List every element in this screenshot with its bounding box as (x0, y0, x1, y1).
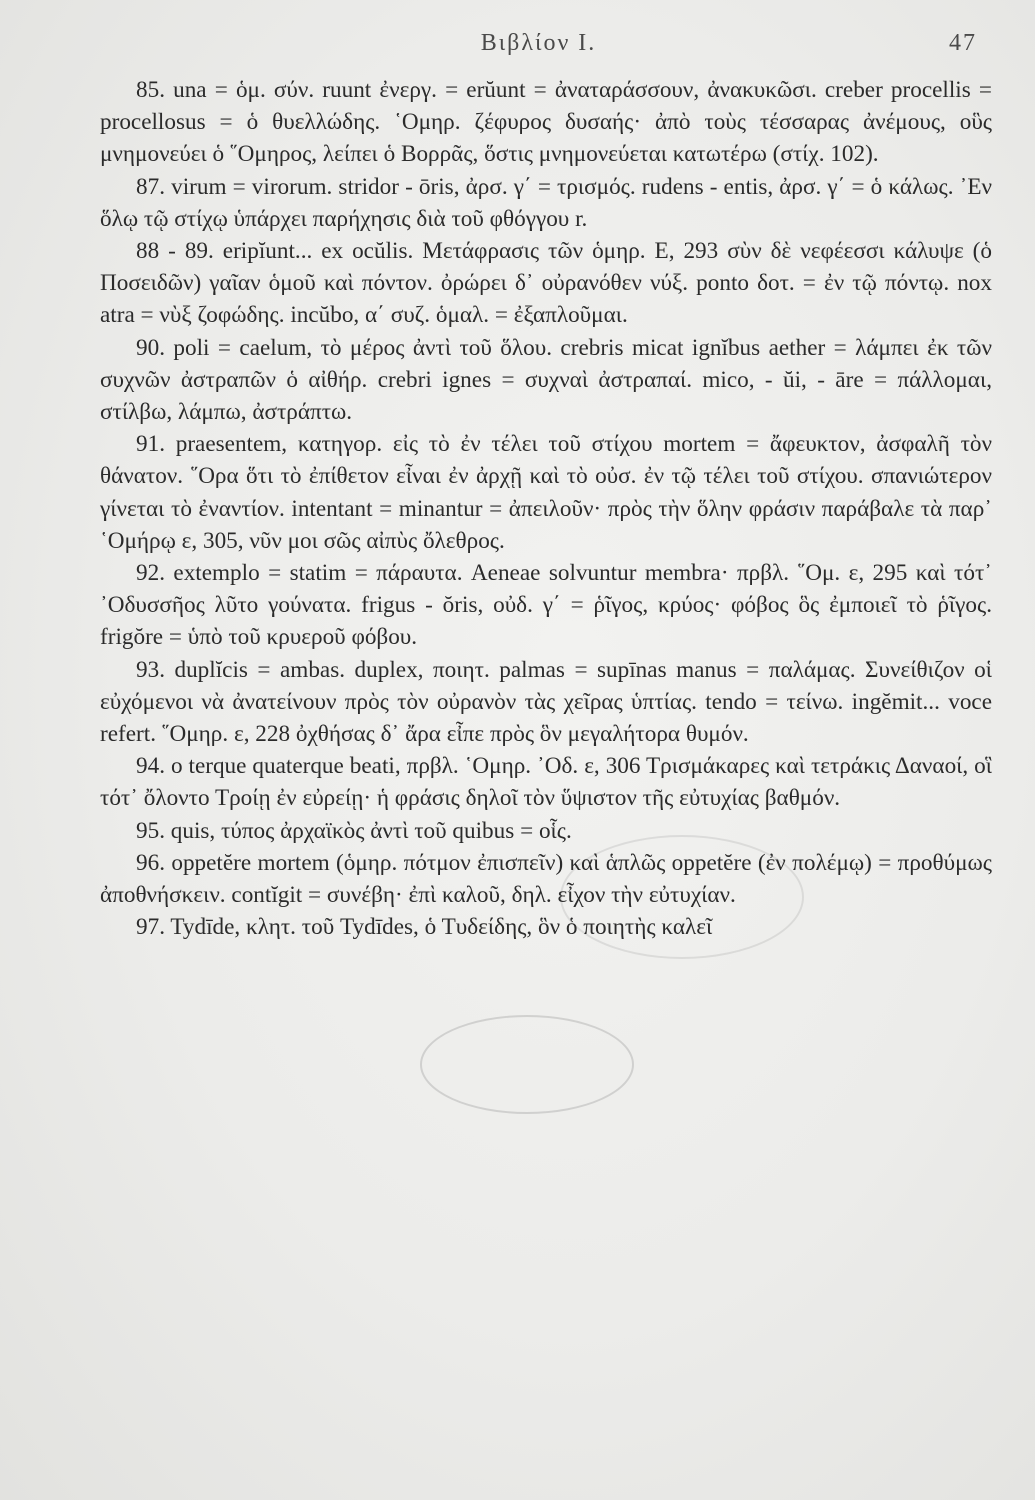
note-93: 93. duplĭcis = ambas. duplex, ποιητ. palmas = supīnas manus = παλάμας. Συνείθιζον οἱ εὐχόμενοι νὰ ἀνατείνουν πρὸς τὸν οὐρανὸν τὰς χεῖρας ὑπτίας. tendo = τείνω. ingĕmit... voce refert. ῞Ομηρ. ε, 228 ὀχθήσας δ᾿ ἄρα εἶπε πρὸς ὃν μεγαλήτορα θυμόν. (100, 656, 992, 748)
note-97: 97. Tydīde, κλητ. τοῦ Tydīdes, ὁ Τυδείδης, ὃν ὁ ποιητὴς καλεῖ (136, 914, 713, 941)
commentary-body (100, 74, 992, 943)
running-header (100, 30, 977, 66)
note-92: 92. extemplo = statim = πάραυτα. Aeneae solvuntur membra· πρβλ. ῞Ομ. ε, 295 καὶ τότ᾿ ᾿Οδυσσῆος λῦτο γούνατα. frigus - ŏris, οὐδ. γ΄ = ῥῖγος, κρύος· φόβος ὃς ἐμποιεῖ τὸ ῥῖγος. frigŏre = ὑπὸ τοῦ κρυεροῦ φόβου. (100, 560, 992, 651)
note-90: 90. poli = caelum, τὸ μέρος ἀντὶ τοῦ ὅλου. crebris micat ignĭbus aether = λάμπει ἐκ τῶν συχνῶν ἀστραπῶν ὁ αἰθήρ. crebri ignes = συχναὶ ἀστραπαί. mico, - ŭi, - āre = πάλλομαι, στίλβω, λάμπω, ἀστράπτω. (100, 334, 992, 426)
note-91: 91. praesentem, κατηγορ. εἰς τὸ ἐν τέλει τοῦ στίχου mortem = ἄφευκτον, ἀσφαλῆ τὸν θάνατον. ῞Ορα ὅτι τὸ ἐπίθετον εἶναι ἐν ἀρχῇ καὶ τὸ οὐσ. ἐν τῷ τέλει τοῦ στίχου. σπανιώτερον γίνεται τὸ ἐναντίον. intentant = minantur = ἀπειλοῦν· πρὸς τὴν ὅλην φράσιν παράβαλε τὰ παρ᾿ ῾Ομήρῳ ε, 305, νῦν μοι σῶς αἰπὺς ὄλεθρος. (100, 431, 992, 554)
note-88-89: 88 - 89. eripĭunt... ex ocŭlis. Μετάφρασις τῶν ὁμηρ. Ε, 293 σὺν δὲ νεφέεσσι κάλυψε (ὁ Ποσειδῶν) γαῖαν ὁμοῦ καὶ πόντον. ὀρώρει δ᾿ οὐρανόθεν νύξ. ponto δοτ. = ἐν τῷ πόντῳ. nox atra = νὺξ ζοφώδης. incŭbo, α΄ συζ. ὁμαλ. = ἐξαπλοῦμαι. (100, 238, 992, 329)
note-95: 95. quis, τύπος ἀρχαϊκὸς ἀντὶ τοῦ quibus = οἷς. (136, 817, 572, 844)
note-96: 96. oppetĕre mortem (ὁμηρ. πότμον ἐπισπεῖν) καὶ ἁπλῶς oppetĕre (ἐν πολέμῳ) = προθύμως ἀποθνήσκειν. contĭgit = συνέβη· ἐπὶ καλοῦ, δηλ. εἶχον τὴν εὐτυχίαν. (100, 849, 992, 909)
library-stamp (420, 1015, 634, 1114)
page-number: 47 (949, 30, 977, 56)
note-87: 87. virum = virorum. stridor - ōris, ἀρσ. γ΄ = τρισμός. rudens - entis, ἀρσ. γ΄ = ὁ κάλως. ᾿Εν ὅλῳ τῷ στίχῳ ὑπάρχει παρήχησις διὰ τοῦ φθόγγου r. (100, 173, 992, 232)
chapter-title: Βιβλίον Ι. (480, 30, 597, 56)
note-85: 85. una = ὁμ. σύν. ruunt ἐνεργ. = erŭunt = ἀναταράσσουν, ἀνακυκῶσι. creber procellis = procellosus = ὁ θυελλώδης. ῾Ομηρ. ζέφυρος δυσαής· ἀπὸ τοὺς τέσσαρας ἀνέμους, οὓς μνημονεύει ὁ ῞Ομηρος, λείπει ὁ Βορρᾶς, ὅστις μνημονεύεται κατωτέρω (στίχ. 102). (100, 77, 992, 168)
note-94: 94. o terque quaterque beati, πρβλ. ῾Ομηρ. ᾿Οδ. ε, 306 Τρισμάκαρες καὶ τετράκις Δαναοί, οἳ τότ᾿ ὄλοντο Τροίῃ ἐν εὐρείῃ· ἡ φράσις δηλοῖ τὸν ὕψιστον τῆς εὐτυχίας βαθμόν. (100, 753, 992, 812)
